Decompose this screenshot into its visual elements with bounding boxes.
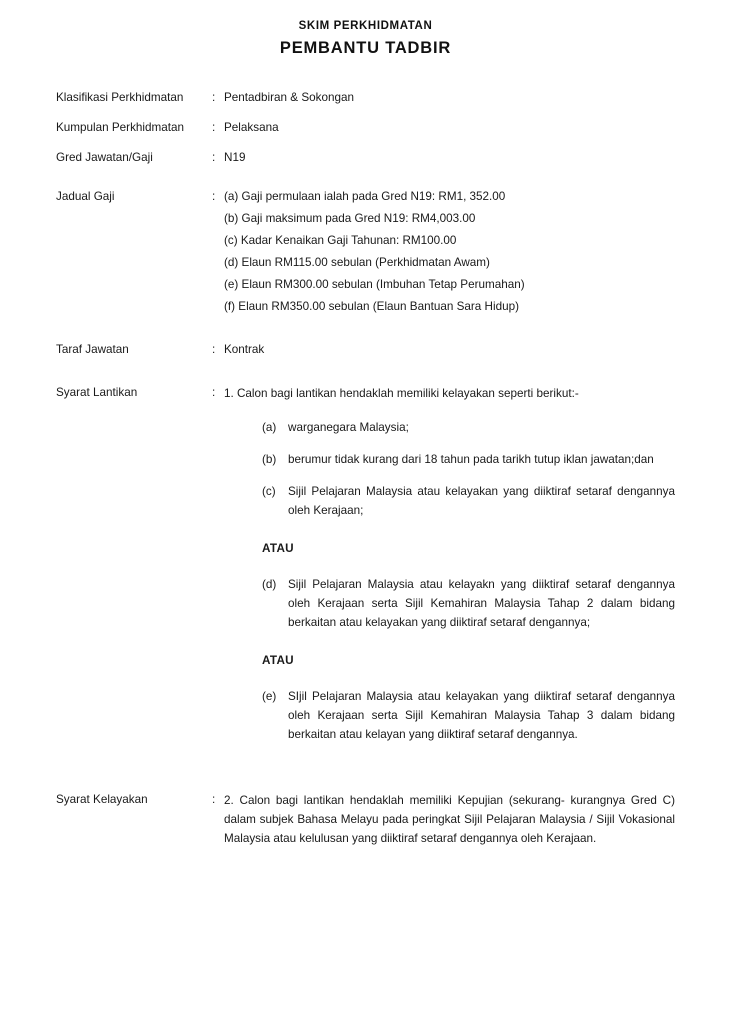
field-value-taraf-jawatan: Kontrak <box>224 342 265 356</box>
field-label-syarat-kelayakan: Syarat Kelayakan <box>56 792 148 806</box>
list-item-text: Sijil Pelajaran Malaysia atau kelayakn yang diiktiraf setaraf dengannya oleh Kerajaan serta Sijil Kemahiran Malaysia Tahap 2 dalam bidang berkaitan atau kelayakan yang diiktiraf setaraf dengannya; <box>288 578 675 629</box>
field-label-taraf-jawatan: Taraf Jawatan <box>56 342 129 356</box>
field-label-syarat-lantikan: Syarat Lantikan <box>56 385 138 399</box>
field-label-gred: Gred Jawatan/Gaji <box>56 150 153 164</box>
field-label-klasifikasi: Klasifikasi Perkhidmatan <box>56 91 184 104</box>
jadual-gaji-item: (f) Elaun RM350.00 sebulan (Elaun Bantuan Sara Hidup) <box>224 299 519 313</box>
jadual-gaji-item: (e) Elaun RM300.00 sebulan (Imbuhan Tetap Perumahan) <box>224 277 525 291</box>
field-value-jadual-gaji <box>224 189 675 316</box>
field-row-jadual-gaji <box>56 189 675 316</box>
syarat-lantikan-intro: 1. Calon bagi lantikan hendaklah memiliki kelayakan seperti berikut:- <box>224 386 579 400</box>
list-item-text: Sijil Pelajaran Malaysia atau kelayakan yang diiktiraf setaraf dengannya oleh Kerajaan; <box>288 485 675 518</box>
jadual-gaji-item: (b) Gaji maksimum pada Gred N19: RM4,003.00 <box>224 211 476 225</box>
field-row-taraf-jawatan <box>56 342 675 359</box>
field-value-kumpulan: Pelaksana <box>224 120 279 134</box>
list-item-marker: (e) <box>262 689 277 703</box>
syarat-lantikan-sublist-3 <box>224 688 675 745</box>
field-label-kumpulan: Kumpulan Perkhidmatan <box>56 120 184 134</box>
list-item-marker: (b) <box>262 453 277 467</box>
field-colon-kumpulan: : <box>212 120 216 134</box>
list-item <box>262 419 675 438</box>
list-item <box>262 451 675 470</box>
list-item-marker: (d) <box>262 578 277 592</box>
syarat-lantikan-sublist-2 <box>224 576 675 633</box>
list-item <box>262 576 675 633</box>
list-item-text: berumur tidak kurang dari 18 tahun pada tarikh tutup iklan jawatan;dan <box>288 453 654 467</box>
list-item <box>262 688 675 745</box>
field-value-klasifikasi: Pentadbiran & Sokongan <box>224 91 354 104</box>
field-row-klasifikasi <box>56 90 675 107</box>
field-value-syarat-kelayakan: 2. Calon bagi lantikan hendaklah memiliki Kepujian (sekurang- kurangnya Gred C) dalam subjek Bahasa Melayu pada peringkat Sijil Pelajaran Malaysia / Sijil Vokasional Malaysia atau kelulusan yang diiktiraf setaraf dengannya oleh Kerajaan. <box>224 793 675 845</box>
syarat-lantikan-sublist-1 <box>224 419 675 521</box>
list-item-text: SIjil Pelajaran Malaysia atau kelayakan yang diiktiraf setaraf dengannya oleh Kerajaan serta Sijil Kemahiran Malaysia Tahap 3 dalam bidang berkaitan atau kelayan yang diiktiraf setaraf dengannya. <box>288 689 675 741</box>
list-item-marker: (a) <box>262 421 277 435</box>
jadual-gaji-item: (c) Kadar Kenaikan Gaji Tahunan: RM100.00 <box>224 233 457 247</box>
field-colon-taraf-jawatan: : <box>212 342 216 356</box>
field-row-syarat-kelayakan <box>56 792 675 849</box>
header-subtitle: SKIM PERKHIDMATAN <box>298 20 433 32</box>
field-value-gred: N19 <box>224 150 246 164</box>
field-row-gred <box>56 150 675 167</box>
field-row-syarat-lantikan <box>56 385 675 758</box>
field-colon-syarat-lantikan: : <box>212 385 216 399</box>
atau-separator-2: ATAU <box>262 653 294 667</box>
list-item-marker: (c) <box>262 485 276 499</box>
field-list <box>56 90 675 849</box>
field-colon-jadual-gaji: : <box>212 189 216 203</box>
field-label-jadual-gaji: Jadual Gaji <box>56 189 115 203</box>
atau-separator-1: ATAU <box>262 542 294 556</box>
list-item <box>262 483 675 521</box>
list-item-text: warganegara Malaysia; <box>288 421 409 435</box>
field-value-syarat-lantikan <box>224 385 675 758</box>
page-title: PEMBANTU TADBIR <box>279 39 452 57</box>
field-colon-syarat-kelayakan: : <box>212 792 216 806</box>
field-row-kumpulan <box>56 120 675 137</box>
field-colon-gred: : <box>212 150 216 164</box>
document-header <box>56 20 675 58</box>
field-colon-klasifikasi: : <box>212 91 216 104</box>
jadual-gaji-item: (a) Gaji permulaan ialah pada Gred N19: RM1, 352.00 <box>224 189 506 203</box>
jadual-gaji-item: (d) Elaun RM115.00 sebulan (Perkhidmatan Awam) <box>224 255 490 269</box>
